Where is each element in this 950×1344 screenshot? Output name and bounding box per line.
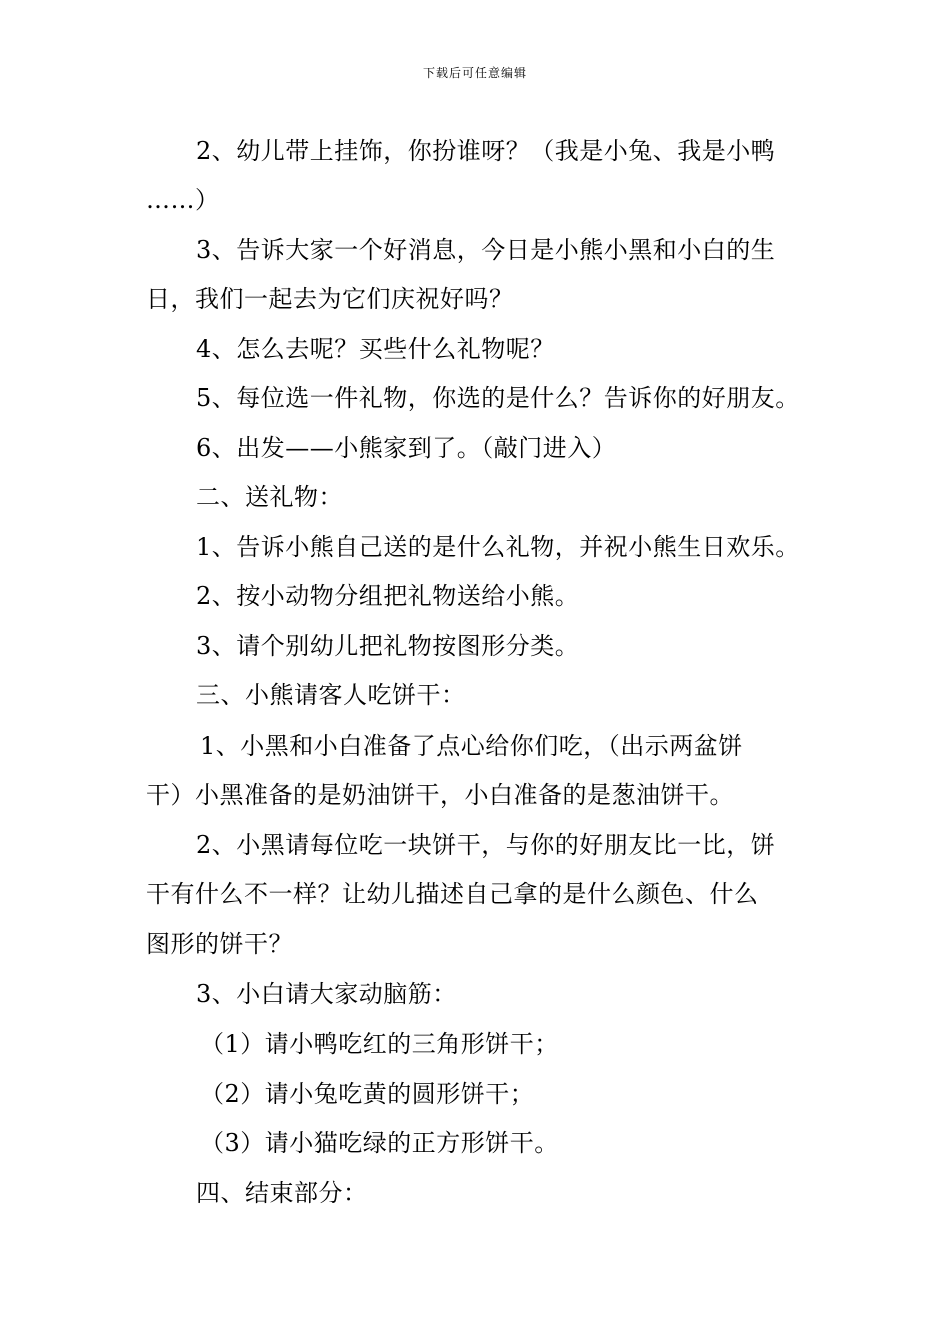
section-heading: 二、送礼物： [196,483,343,511]
list-item: （2）请小兔吃黄的圆形饼干； [200,1080,535,1108]
list-item: （1）请小鸭吃红的三角形饼干； [200,1030,559,1058]
paragraph-line: 2、幼儿带上挂饰，你扮谁呀？（我是小兔、我是小鸭 [196,137,776,165]
paragraph-line: 干有什么不一样？让幼儿描述自己拿的是什么颜色、什么 [146,880,759,908]
paragraph-line: 2、按小动物分组把礼物送给小熊。 [196,582,580,610]
paragraph-line: 3、小白请大家动脑筋： [196,980,457,1008]
paragraph-line: 5、每位选一件礼物，你选的是什么？告诉你的好朋友。 [196,384,800,412]
page-header: 下载后可任意编辑 [422,66,527,80]
paragraph-line: 图形的饼干？ [146,930,293,958]
paragraph-line: 干）小黑准备的是奶油饼干，小白准备的是葱油饼干。 [146,781,734,809]
paragraph-line: 1、小黑和小白准备了点心给你们吃，（出示两盆饼 [200,732,743,760]
paragraph-line: 3、告诉大家一个好消息，今日是小熊小黑和小白的生 [196,236,776,264]
paragraph-line: 4、怎么去呢？买些什么礼物呢？ [196,335,555,363]
paragraph-line: ……） [146,186,220,214]
paragraph-line: 2、小黑请每位吃一块饼干，与你的好朋友比一比，饼 [196,831,776,859]
paragraph-line: 1、告诉小熊自己送的是什么礼物，并祝小熊生日欢乐。 [196,533,800,561]
list-item: （3）请小猫吃绿的正方形饼干。 [200,1129,559,1157]
paragraph-line: 3、请个别幼儿把礼物按图形分类。 [196,632,580,660]
paragraph-line: 6、出发——小熊家到了。（敲门进入） [196,434,617,462]
section-heading: 四、结束部分： [196,1179,368,1207]
paragraph-line: 日，我们一起去为它们庆祝好吗？ [146,285,514,313]
section-heading: 三、小熊请客人吃饼干： [196,681,466,709]
